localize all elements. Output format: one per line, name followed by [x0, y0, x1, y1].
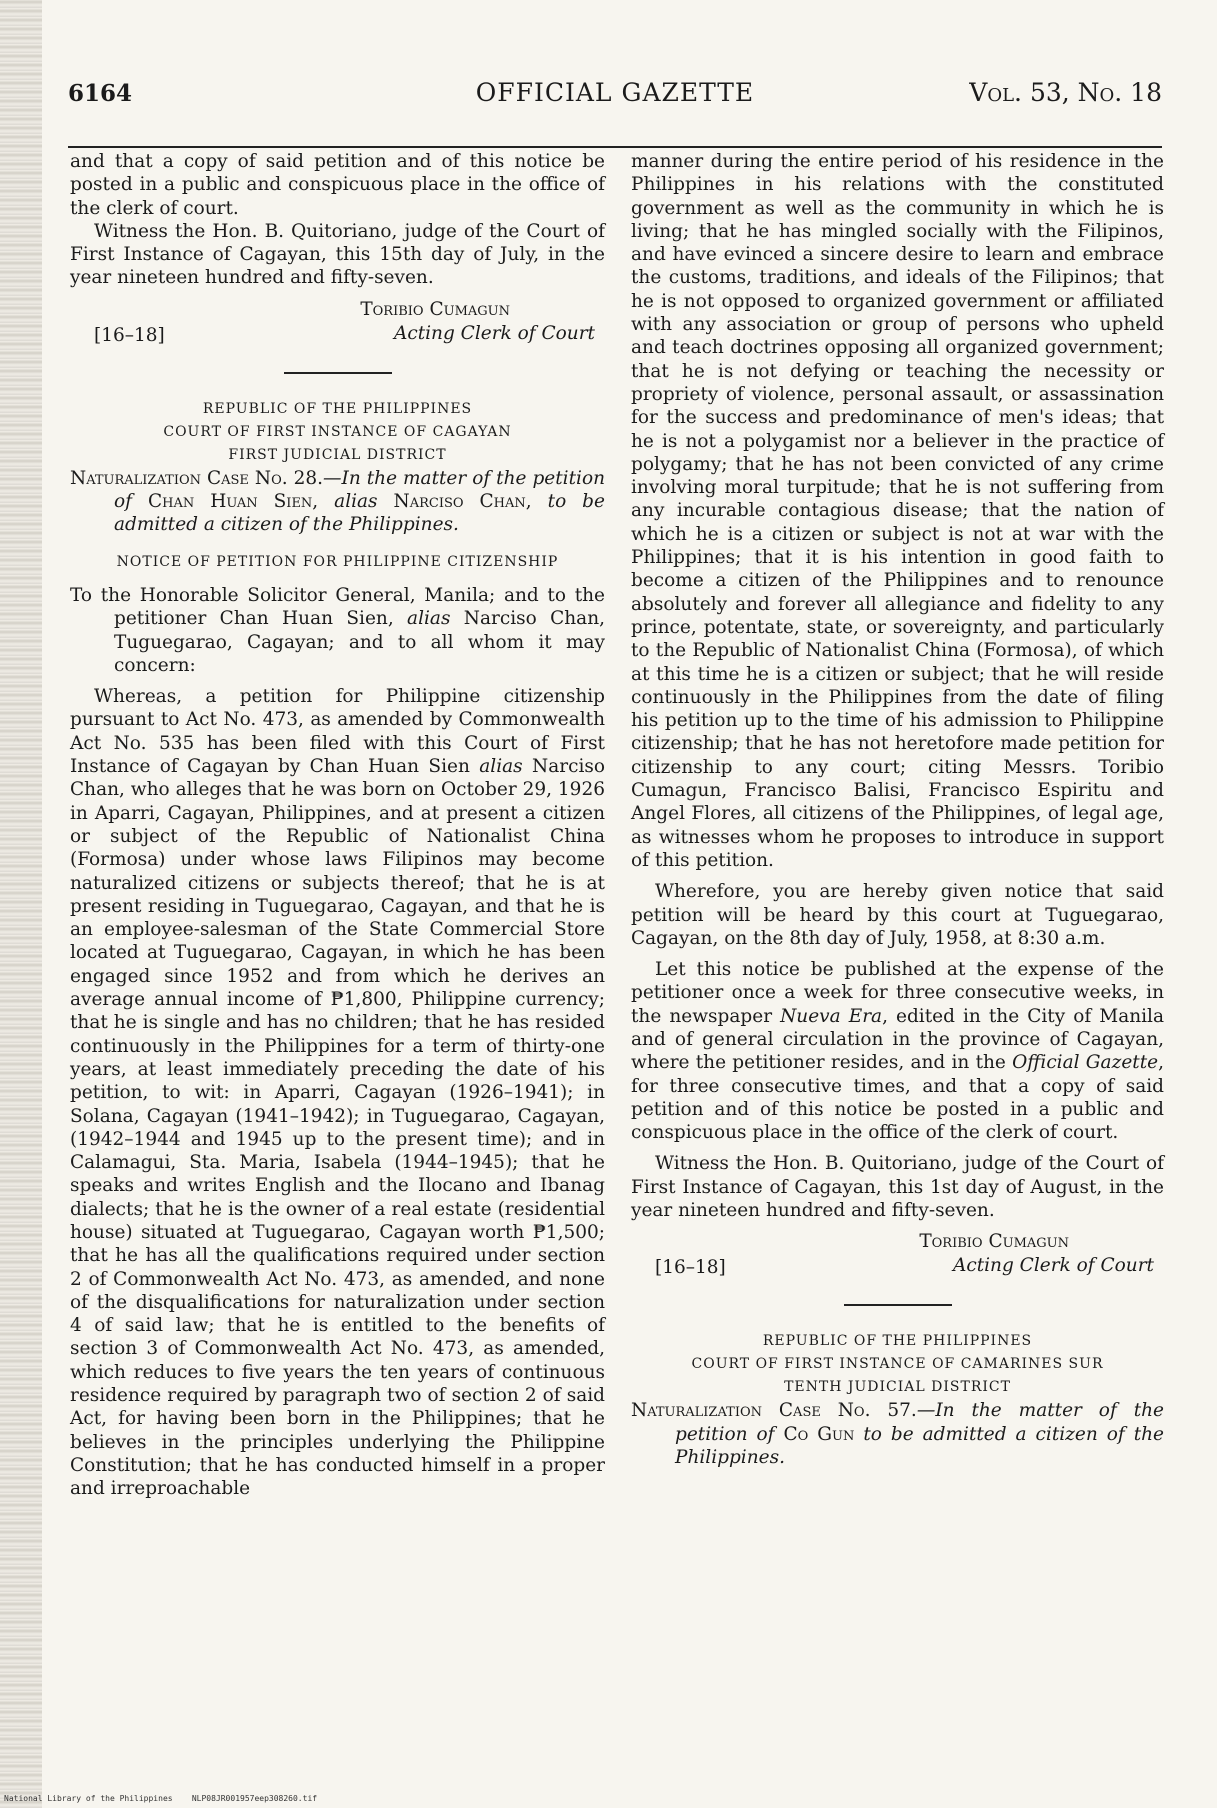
petitioner-name: Chan Huan Sien, [147, 491, 319, 513]
whereas-paragraph: Whereas, a petition for Philippine citizenship pursuant to Act No. 473, as amended by Commonwealth Act No. 535 has been filed with this Court of First Instance of Cagayan by Chan Huan Sien alias Narciso Chan, who alleges that he was born on October 29, 1926 in Aparri, Cagayan, Philippines, and at present a citizen or subject of the Republic of Nationalist China (Formosa) under whose laws Filipinos may become naturalized citizens or subjects thereof; that he is at present residing in Tuguegarao, Cagayan, and that he is an employee-salesman of the State Commercial Store located at Tuguegarao, Cagayan, in which he has been engaged since 1952 and from which he derives an average annual income of ₱1,800, Philippine currency; that he is single and has no children; that he has resided continuously in the Philippines for a term of thirty-one years, at least immediately preceding the date of his petition, to wit: in Aparri, Cagayan (1926–1941); in Solana, Cagayan (1941–1942); in Tuguegarao, Cagayan, (1942–1944 and 1945 up to the present time); and in Calamagui, Sta. Maria, Isabela (1944–1945); that he speaks and writes English and the Ilocano and Ibanag dialects; that he is the owner of a real estate (residential house) situated at Tuguegarao, Cagayan worth ₱1,500; that he has all the qualifications required under section 2 of Commonwealth Act No. 473, as amended, and none of the disqualifications for naturalization under section 4 of said law; that he is entitled to the benefits of section 3 of Commonwealth Act No. 473, as amended, which reduces to five years the ten years of continuous residence required by paragraph two of section 2 of said Act, for having been born in the Philippines; that he believes in the principles underlying the Philippine Constitution; that he has conducted himself in a proper and irreproachable [70, 686, 605, 1500]
reference-number: [16–18] [94, 324, 165, 346]
signature-title: Acting Clerk of Court [393, 322, 595, 344]
signature-title: Acting Clerk of Court [952, 1255, 1154, 1277]
court-heading-line: REPUBLIC OF THE PHILIPPINES [762, 1333, 1033, 1350]
witness-paragraph: Witness the Hon. B. Quitoriano, judge of the Court of First Instance of Cagayan, this 15th day of July, in the year nineteen hundred and fifty-seven. [70, 220, 605, 289]
signature-name: Toribio Cumagun [360, 298, 510, 320]
publication-paragraph: Let this notice be published at the expense of the petitioner once a week for three consecutive weeks, in the newspaper Nueva Era, edited in the City of Manila and of general circulation in the province of Cagayan, where the petitioner resides, and in the Official Gazette, for three consecutive times, and that a copy of said petition and of this notice be posted in a public and conspicuous place in the office of the clerk of court. [631, 959, 1165, 1144]
alias-word: alias [318, 491, 394, 513]
case-title [70, 467, 605, 537]
court-heading-line: COURT OF FIRST INSTANCE OF CAMARINES SUR [691, 1356, 1104, 1373]
case-label: Naturalization Case No. 57. [631, 1400, 917, 1422]
witness-paragraph: Witness the Hon. B. Quitoriano, judge of the Court of First Instance of Cagayan, this 1st day of August, in the year nineteen hundred and fifty-seven. [631, 1153, 1164, 1222]
case-title-text: —In the matter of the petition of [675, 1400, 1164, 1445]
continuation-paragraph: manner during the entire period of his residence in the Philippines in his relations with the constituted government as well as the community in which he is living; that he has mingled socially with the Filipinos, and have evinced a sincere desire to learn and embrace the customs, traditions, and ideals of the Filipinos; that he is not opposed to organized government or affiliated with any association or group of persons who upheld and teach doctrines opposing all organized government; that he is not defying or teaching the necessity or propriety of violence, personal assault, or assassination for the success and predominance of men's ideas; that he is not a polygamist nor a believer in the practice of polygamy; that he has not been convicted of any crime involving moral turpitude; that he is not suffering from any incurable contagious disease; that the nation of which he is a citizen or subject is not at war with the Philippines; that it is his intention in good faith to become a citizen of the Philippines and to renounce absolutely and forever all allegiance and fidelity to any prince, potentate, state, or sovereignty, and particularly to the Republic of Nationalist China (Formosa), of which at this time he is a citizen or subject; that he will reside continuously in the Philippines from the date of filing his petition up to the time of his admission to Philippine citizenship; that he has not heretofore made petition for citizenship to any court; citing Messrs. Toribio Cumagun, Francisco Balisi, Francisco Espiritu and Angel Flores, all citizens of the Philippines, of legal age, as witnesses whom he proposes to introduce in support of this petition. [631, 151, 1164, 871]
right-column [631, 150, 1164, 1469]
reference-number: [16–18] [655, 1257, 726, 1279]
case-title-text: to be admitted a citizen of the Philippines. [675, 1423, 1164, 1468]
continuation-paragraph: and that a copy of said petition and of this notice be posted in a public and conspicuous place in the office of the clerk of court. [70, 151, 605, 219]
notice-heading: NOTICE OF PETITION FOR PHILIPPINE CITIZENSHIP [116, 553, 559, 570]
section-divider [844, 1304, 952, 1306]
court-heading [631, 1330, 1164, 1399]
court-heading [70, 398, 605, 467]
page-number: 6164 [68, 80, 133, 107]
page-header [68, 78, 1162, 118]
section-divider [284, 372, 392, 374]
signature-name: Toribio Cumagun [919, 1231, 1069, 1253]
scan-footer: National Library of the Philippines NLP08JR001957eep308260.tif [4, 1794, 318, 1803]
signature-block [631, 1230, 1164, 1282]
gazette-title: OFFICIAL GAZETTE [475, 78, 755, 107]
address-paragraph: To the Honorable Solicitor General, Manila; and to the petitioner Chan Huan Sien, alias Narciso Chan, Tuguegarao, Cagayan; and to all whom it may concern: [70, 584, 605, 676]
case-title [631, 1399, 1164, 1469]
left-column [70, 150, 605, 1501]
signature-block [70, 298, 605, 350]
petitioner-name: Co Gun [783, 1423, 855, 1445]
alias-name: Narciso Chan, [393, 491, 532, 513]
court-heading-line: FIRST JUDICIAL DISTRICT [228, 446, 447, 463]
court-heading-line: COURT OF FIRST INSTANCE OF CAGAYAN [163, 423, 512, 440]
volume-number: Vol. 53, No. 18 [969, 78, 1162, 107]
case-title-text: to be admitted a citizen of the Philippines. [114, 491, 605, 536]
scan-margin-artifact [0, 0, 42, 1808]
wherefore-paragraph: Wherefore, you are hereby given notice that said petition will be heard by this court at Tuguegarao, Cagayan, on the 8th day of July, 1958, at 8:30 a.m. [631, 881, 1164, 949]
header-rule [68, 146, 1162, 148]
court-heading-line: REPUBLIC OF THE PHILIPPINES [202, 400, 473, 417]
court-heading-line: TENTH JUDICIAL DISTRICT [784, 1379, 1011, 1396]
case-label: Naturalization Case No. 28. [70, 467, 324, 489]
case-title-text: —In the matter of the petition of [114, 467, 605, 513]
